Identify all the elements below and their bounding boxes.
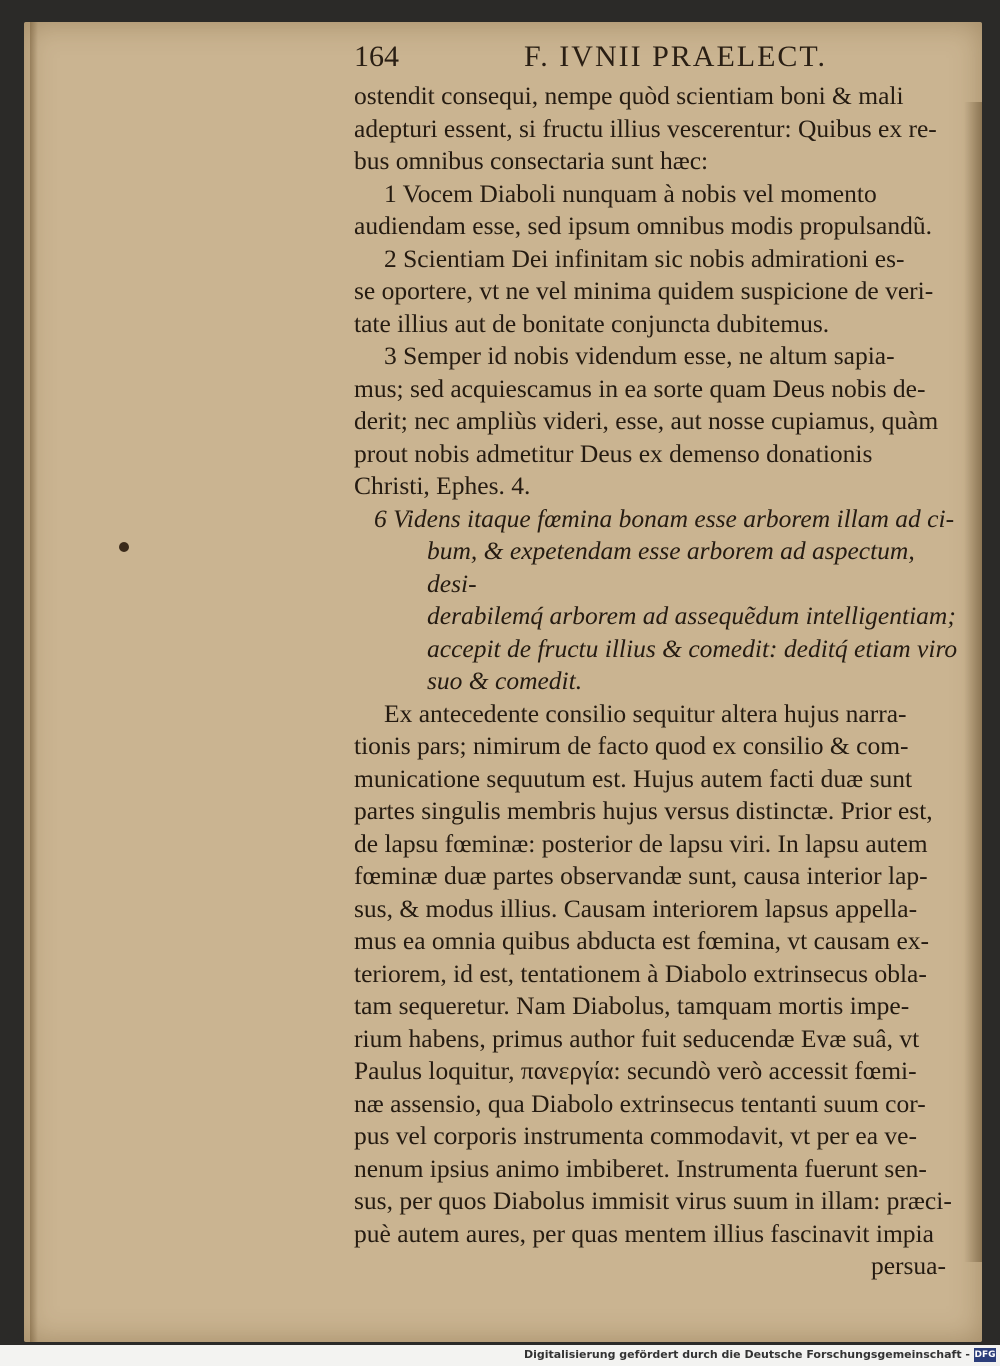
verse-line: derabilemq́ arborem ad assequẽdum intelligentiam;: [427, 601, 956, 630]
text-line: mus ea omnia quibus abducta est fœmina, vt causam ex-: [354, 926, 930, 955]
text-line: 3 Semper id nobis videndum esse, ne altum sapia-: [384, 341, 895, 370]
page-number: 164: [354, 40, 399, 73]
text-line: rium habens, primus author fuit seducendæ Evæ suâ, vt: [354, 1023, 920, 1053]
text-line: 2 Scientiam Dei infinitam sic nobis admirationi es-: [384, 243, 905, 273]
body-text: [354, 80, 964, 1283]
dfg-logo: DFG: [974, 1350, 996, 1360]
text-line: sus, per quos Diabolus immisit virus suum in illam: præci-: [354, 1186, 952, 1215]
gutter-shadow: [30, 22, 38, 1342]
text-line: Paulus loquitur, πανεργία: secundò verò accessit fœmi-: [354, 1056, 917, 1085]
text-line: fœminæ duæ partes observandæ sunt, causa interior lap-: [354, 861, 928, 890]
text-line: Christi, Ephes. 4.: [354, 471, 531, 500]
text-line: puè autem aures, per quas mentem illius fascinavit impia: [354, 1218, 934, 1248]
text-line: nenum ipsius animo imbiberet. Instrumenta fuerunt sen-: [354, 1153, 927, 1183]
text-line: pus vel corporis instrumenta commodavit, vt per ea ve-: [354, 1121, 917, 1150]
ink-blot: [119, 542, 129, 552]
text-line: bus omnibus consectaria sunt hæc:: [354, 146, 709, 175]
text-line: tam sequeretur. Nam Diabolus, tamquam mortis impe-: [354, 991, 910, 1020]
running-title: F. IVNII PRAELECT.: [524, 40, 828, 73]
text-line: teriorem, id est, tentationem à Diabolo extrinsecus obla-: [354, 958, 927, 988]
catchword: persua-: [870, 1251, 946, 1280]
funding-notice: Digitalisierung gefördert durch die Deutsche Forschungsgemeinschaft -: [523, 1348, 970, 1361]
text-line: municatione sequutum est. Hujus autem facti duæ sunt: [354, 763, 913, 793]
verse-line: accepit de fructu illius & comedit: deditq́ etiam viro: [427, 633, 958, 663]
footer-bar: [0, 1345, 1000, 1366]
text-line: de lapsu fœminæ: posterior de lapsu viri. In lapsu autem: [354, 828, 928, 858]
page-header: [354, 40, 954, 80]
text-line: partes singulis membris hujus versus distinctæ. Prior est,: [354, 796, 933, 825]
text-line: næ assensio, qua Diabolo extrinsecus tentanti suum cor-: [354, 1088, 926, 1118]
text-line: 1 Vocem Diaboli nunquam à nobis vel momento: [384, 178, 877, 208]
text-line: adepturi essent, si fructu illius vescerentur: Quibus ex re-: [354, 113, 937, 143]
verse-line: suo & comedit.: [427, 666, 583, 695]
verse-line: bum, & expetendam esse arborem ad aspectum, desi-: [427, 536, 915, 598]
text-line: mus; sed acquiescamus in ea sorte quam Deus nobis de-: [354, 373, 926, 403]
text-line: prout nobis admetitur Deus ex demenso donationis: [354, 438, 873, 468]
text-line: sus, & modus illius. Causam interiorem lapsus appella-: [354, 893, 918, 923]
text-line: se oportere, vt ne vel minima quidem suspicione de veri-: [354, 276, 934, 305]
verse-line: 6 Videns itaque fœmina bonam esse arborem illam ad ci-: [374, 503, 955, 533]
text-line: tionis pars; nimirum de facto quod ex consilio & com-: [354, 731, 909, 760]
page-edge-shadow: [964, 102, 982, 1262]
text-line: ostendit consequi, nempe quòd scientiam boni & mali: [354, 81, 904, 110]
text-line: tate illius aut de bonitate conjuncta dubitemus.: [354, 308, 830, 338]
text-line: derit; nec ampliùs videri, esse, aut nosse cupiamus, quàm: [354, 406, 939, 435]
text-line: Ex antecedente consilio sequitur altera hujus narra-: [384, 698, 907, 728]
text-line: audiendam esse, sed ipsum omnibus modis propulsandũ.: [354, 211, 932, 240]
